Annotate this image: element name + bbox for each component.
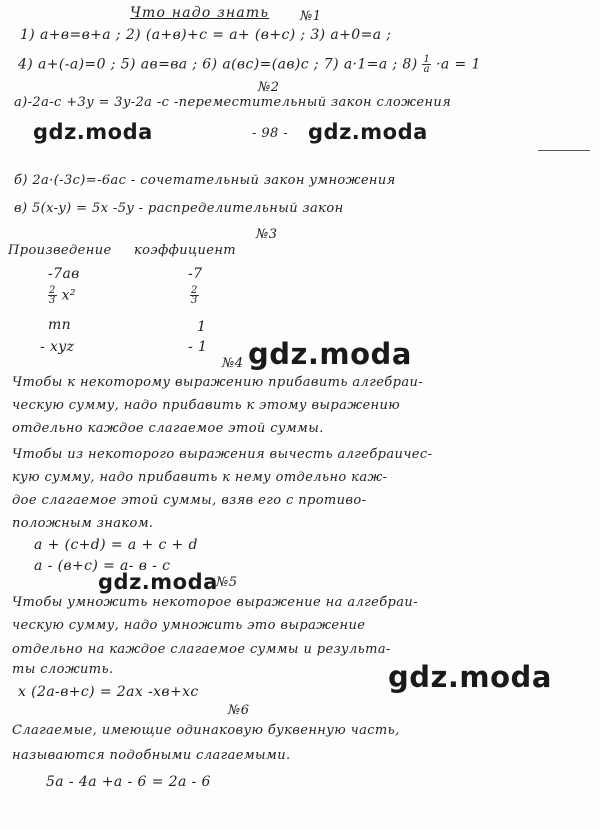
task-4-line: кую сумму, надо прибавить к нему отдельно каж- (12, 470, 388, 485)
task-4-number: №4 (222, 356, 244, 371)
task-1-fraction (422, 55, 431, 74)
page-reference: - 98 - (252, 126, 288, 141)
task-4-line: дое слагаемое этой суммы, взяв его с противо- (12, 493, 367, 508)
task-1-line-2-tail: ·a = 1 (436, 56, 481, 73)
fraction-denominator: a (423, 64, 431, 75)
task-4-formula-1: a + (c+d) = a + c + d (34, 537, 198, 553)
fraction-denominator: 3 (49, 295, 56, 306)
col-header-coefficient: коэффициент (134, 243, 237, 258)
task-4-line: положным знаком. (12, 516, 154, 531)
task-1-number: №1 (300, 9, 322, 24)
coefficient-cell: 1 (197, 319, 207, 335)
task-5-line: ты сложить. (12, 662, 114, 677)
watermark: gdz.moda (248, 337, 412, 371)
task-2-line-a: a)-2a-c +3y = 3y-2a -c -переместительный закон сложения (14, 95, 452, 110)
task-4-line: Чтобы из некоторого выражения вычесть алгебраичес- (12, 447, 433, 462)
task-6-line: называются подобными слагаемыми. (12, 748, 291, 763)
task-5-line: ческую сумму, надо умножить это выражение (12, 618, 366, 633)
page-heading: Что надо знать (130, 5, 270, 21)
task-5-line: отдельно на каждое слагаемое суммы и результа- (12, 642, 391, 657)
fraction-numerator: 1 (423, 54, 431, 65)
product-cell: -7aв (48, 266, 80, 282)
product-fraction (48, 286, 57, 305)
task-6-line: Слагаемые, имеющие одинаковую буквенную часть, (12, 723, 400, 738)
task-1-line-1: 1) a+в=в+a ; 2) (a+в)+c = a+ (в+c) ; 3) a+0=a ; (20, 27, 392, 43)
coefficient-fraction (190, 286, 199, 305)
watermark: gdz.moda (388, 660, 552, 694)
fraction-denominator: 3 (191, 295, 198, 306)
page-break-rule (538, 150, 590, 151)
task-5-number: №5 (216, 575, 238, 590)
task-6-formula: 5a - 4a +a - 6 = 2a - 6 (46, 774, 211, 790)
coefficient-cell: -7 (188, 266, 203, 282)
coefficient-cell: - 1 (188, 339, 208, 355)
product-cell (48, 286, 76, 305)
watermark: gdz.moda (308, 120, 428, 144)
task-5-line: Чтобы умножить некоторое выражение на алгебраи- (12, 595, 418, 610)
task-2-line-b: б) 2a·(-3c)=-6ac - сочетательный закон умножения (14, 173, 396, 188)
task-4-line: Чтобы к некоторому выражению прибавить алгебраи- (12, 375, 424, 390)
task-4-formula-2: a - (в+c) = a- в - c (34, 558, 171, 574)
fraction-numerator: 2 (191, 285, 198, 296)
task-4-line: отдельно каждое слагаемое этой суммы. (12, 421, 324, 436)
task-4-line: ческую сумму, надо прибавить к этому выражению (12, 398, 401, 413)
watermark: gdz.moda (33, 120, 153, 144)
product-cell: mn (48, 317, 72, 333)
task-6-number: №6 (228, 703, 250, 718)
fraction-numerator: 2 (49, 285, 56, 296)
task-3-number: №3 (256, 227, 278, 242)
product-cell: - xyz (40, 339, 75, 355)
task-2-number: №2 (258, 80, 280, 95)
product-variable: x² (61, 287, 76, 304)
task-1-line-2 (18, 55, 481, 74)
coefficient-cell (190, 286, 199, 305)
task-2-line-c: в) 5(x-y) = 5x -5y - распределительный закон (14, 201, 344, 216)
task-5-formula: x (2a-в+c) = 2ax -xв+xc (18, 684, 199, 700)
task-1-line-2-text: 4) a+(-a)=0 ; 5) aв=вa ; 6) a(вc)=(aв)c ; 7) a·1=a ; 8) (18, 56, 418, 73)
watermark: gdz.moda (98, 570, 218, 594)
col-header-product: Произведение (8, 243, 112, 258)
